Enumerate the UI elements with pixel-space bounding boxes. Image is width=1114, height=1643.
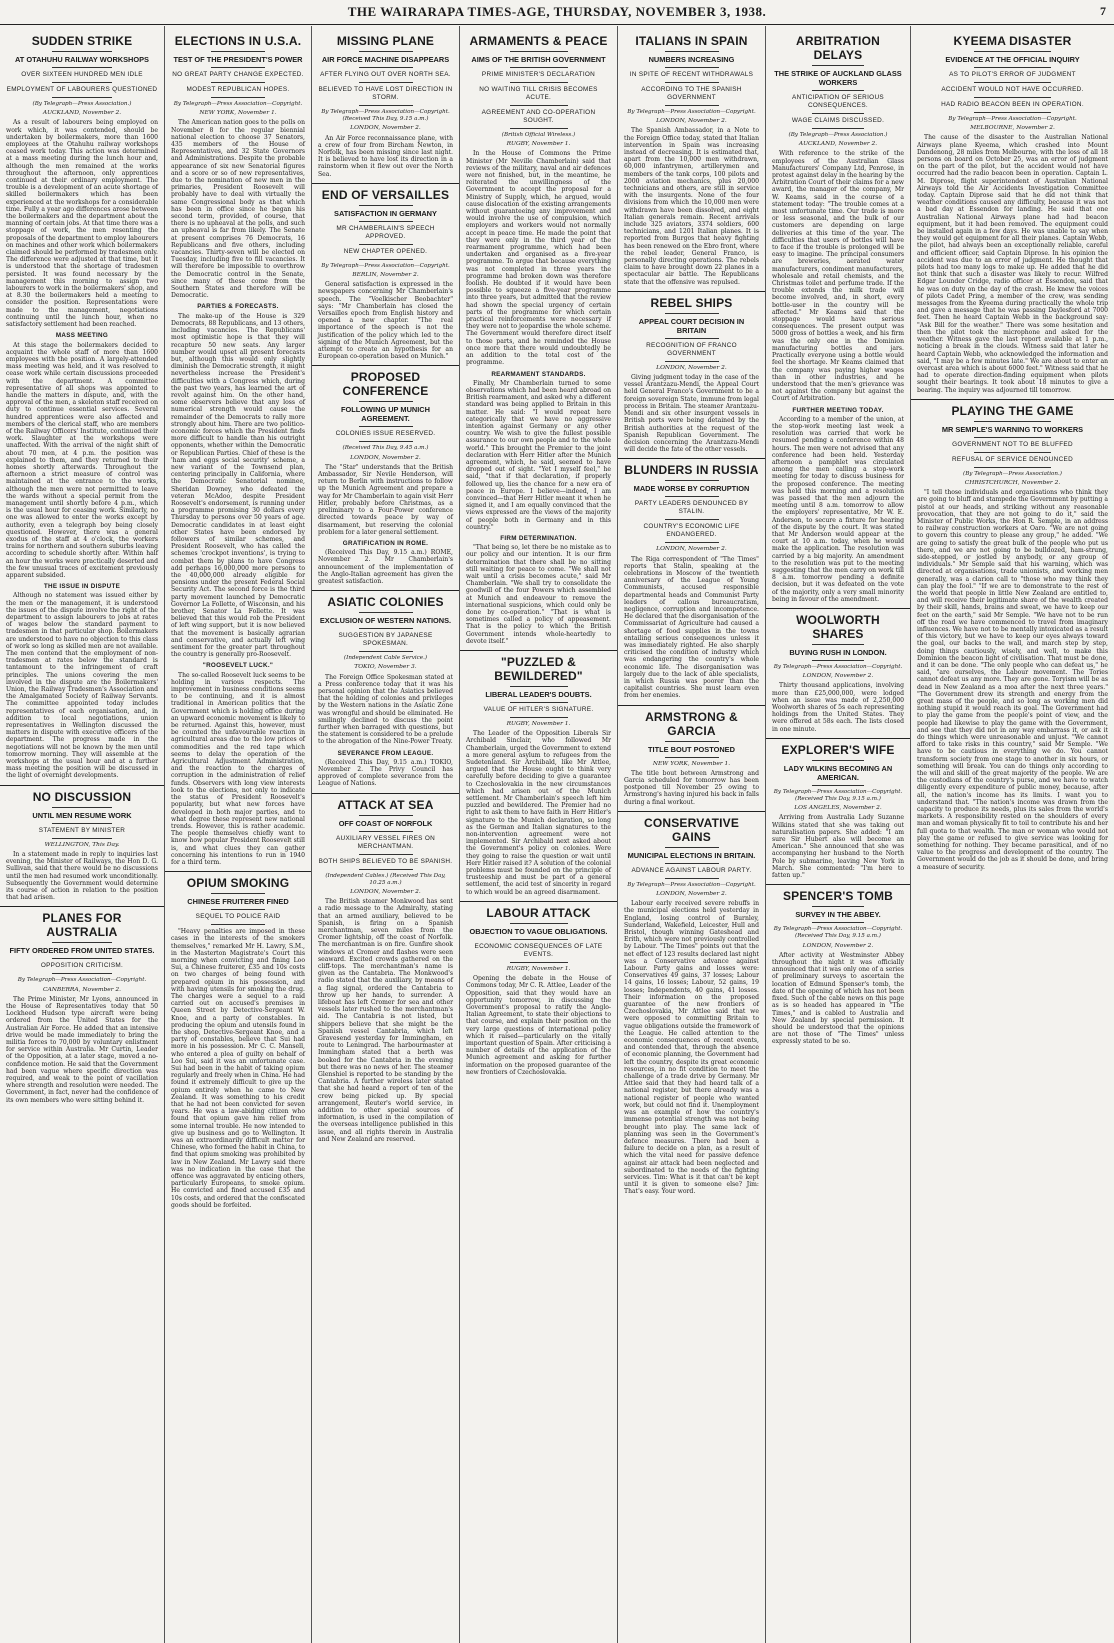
section-heading: FIRM DETERMINATION.	[500, 534, 577, 542]
deck-rule	[665, 361, 719, 362]
headline-rule	[510, 51, 568, 52]
section-body: "That being so, let there be no mistake as to our policy and our intention. It is our firm determination that there shall be no sitting still waiting for peace to come. "We shall not wait until a crisis becomes acute," said Mr Chamberlain. "We shall try to consolidate the goodwill of the four Powers which assembled at Munich and endeavour to remove the international suspicions, which could only be done by co-operation." "That is what is sometimes called a policy of appeasement. That is the policy to which the British Government intends whole-heartedly to devote itself."	[466, 544, 611, 645]
article-deck: NEW CHAPTER OPENED.	[343, 247, 428, 255]
headline-rule	[812, 644, 865, 645]
article-body: Giving judgment today in the case of the vessel Arantzazu-Mendi, the Appeal Court held General Franco's Government to be a foreign sovereign State, immune from legal process in Britain. The steamer Arantzazu-Mendi and six other insurgent vessels in British ports were being detained by the British authorities at the request of the Spanish Republican Government. The decision concerning the Arantzazu-Mendi will decide the fate of the other vessels.	[624, 374, 759, 454]
headline-rule	[211, 893, 265, 894]
headline-rule	[510, 923, 568, 924]
article-headline: BLUNDERS IN RUSSIA	[624, 463, 759, 478]
article-body: "I tell those individuals and organisations who think they are going to bluff and stampede the Government by putting a pistol at our heads, and striking without any reasonable provocation, that they are not going to do it," said the Minister of Public Works, the Hon R. Semple, in an address to railway construction workers at Oaro. "We are not going to govern this country to please any group," he added. "We are going to satisfy the great bulk of the people who put us there, and we are not going to be bulldozed, ham-strung, side-stepped, or jostled by anybody, or any group of individuals." Mr Semple said that his warning, which was directed at organisations, trade unionists, and working men generally, was a clarion call to "those who may think they can play the fool." "If we are to demonstrate to the rest of the world that people in little New Zealand are entitled to, and will receive their legitimate share of the wealth created by their skill, hands, brains and sweat, we have to keep our feet on the earth," said Mr Semple. "We have not to be run off the road we have commenced to travel from imaginary influences. We have not to be mentally intoxicated as a result of this victory, but we have to keep our eyes always toward the goal, our backs to the wall, and march step by step, doing things cautiously, wisely, and well, to make this Dominion the beacon light of civilisation. That must be done, and it can be done. "The only people who can defeat us," he said, "are ourselves, the Labour movement. The Tories cannot defeat us any more. They are gone. Toryism will be as dead in New Zealand as a moa after the next three years." "The Government drew its strength and energy from the great mass of the people, and so long as working men did nothing stupid it would reach its goal. The Government had to play the game from the people's point of view, and the people had likewise to play the game with the Government, and see that they did not in any way embarrass it, or ask it do things which were unreasonable and unjust. "We cannot afford to take risks in this country," said Mr Semple. "We have to be cautious in everything we do. You cannot transform society from one stage to another in six hours, or something will break. You can do things only according to the will and skill of the great majority of the people. We are the custodians of the country's purse, and we have to watch diligently every expenditure of public money, because, after all, the nation's income has its limits. I want you to understand that. "The nation's income was drawn from the capacity to produce its needs, plus its sales from the world's markets. A responsibility rested on the shoulders of every man and woman physically fit to toil to contribute his and her full quota to that wealth. The man or woman who would not play the game or refused to give service was looking for something for nothing. They became parasitical, and of no value to the progress and development of the country. The Government would do the job as it should be done, and bring a measure of security.	[917, 489, 1108, 871]
article-deck: BUYING RUSH IN LONDON.	[789, 648, 887, 657]
deck-rule	[52, 82, 113, 83]
deck-rule	[510, 105, 568, 106]
article-deck: OBJECTION TO VAGUE OBLIGATIONS.	[469, 926, 608, 936]
article-deck: ACCORDING TO THE SPANISH GOVERNMENT	[641, 86, 742, 101]
column-4	[460, 26, 618, 1643]
headline-rule	[52, 942, 113, 943]
headline-rule	[812, 906, 865, 907]
deck-rule	[510, 128, 568, 129]
headline-rule	[974, 421, 1050, 422]
article-headline: ITALIANS IN SPAIN	[635, 34, 748, 48]
deck-rule	[52, 973, 113, 974]
deck-rule	[974, 82, 1050, 83]
article-deck: AS TO PILOT'S ERROR OF JUDGMENT	[949, 71, 1076, 78]
article-byline: By Telegraph—Press Association—Copyright. (Received This Day, 9.15 a.m.)	[773, 926, 903, 940]
article-deck: REFUSAL OF SERVICE DENOUNCED	[952, 455, 1073, 463]
article-deck: NO GREAT PARTY CHANGE EXPECTED.	[172, 71, 304, 78]
article-headline: PROPOSED CONFERENCE	[342, 370, 429, 399]
masthead	[0, 0, 1114, 25]
deck-rule	[359, 105, 413, 106]
article-body: An Air Force reconnaissance plane, with a crew of four from Bircham Newton, in Norfolk, has been missing since last night. It is believed to have lost its direction in a rainstorm when it flew out over the North Sea.	[318, 134, 453, 178]
section-heading: PARTIES & FORECASTS.	[197, 303, 279, 311]
article-body: As a result of labourers being employed on work which, it was contended, should be undertaken by boilermakers, more than 1600 employees at the Otahuhu railway workshops ceased work today. This action was determined at a mass meeting during the lunch hour and, although the men remained at the works throughout the afternoon, only apprentices continued at their ordinary employment. The trouble is a development of an acute shortage of skilled boilermakers which has been experienced at the workshops for a considerable time. Fully a year ago differences arose between the boilermakers and the department about the manning of certain jobs. At that time there was a stoppage of work, the men resenting the proposals of the department to employ labourers on machines and other work which boilermakers claimed should be performed by tradesmen only. The difference were adjusted at that time, but it is understood that the shortage of tradesmen persisted. It was found necessary by the management this morning to assign two labourers to work in the boilermakers' shop, and at 8.30 the boilermakers held a meeting to consider the position. Representations were made to the management, negotiations continuing until the lunch hour, when no satisfactory settlement had been reached.	[6, 119, 158, 329]
column-3	[312, 26, 460, 1643]
article-divider	[618, 291, 765, 292]
article-headline: KYEEMA DISASTER	[953, 34, 1072, 48]
article-byline: By Telegraph—Press Association—Copyright.	[17, 977, 147, 984]
article-divider	[312, 365, 459, 366]
article-dateline: LONDON, November 2.	[350, 888, 421, 895]
section-body: Although no statement was issued either by the men or the management, it is understood the issues of the dispute involve the right of the department to assign labourers to jobs at rates of wages below the standard payment to tradesmen in that particular shop. Boilermakers are understood to have no objection to this class of work so long as skilled men are not available. The men contend that the employment of non-tradesmen at rates below the standard is tantamount to the infringement of craft principles. The unions covering the men involved in the dispute are the Boilermakers' Union, the Railway Tradesmen's Association and the Amalgamated Society of Railway Servants. The committee appointed today includes representatives of each organisation, and, in addition to local negotiations, union representatives in Wellington discussed the matters in dispute with executive officers of the department. The progress made in the negotiations will not be known by the men until tomorrow morning. They will assemble at the workshops at the usual hour and at a further mass meeting the position will be discussed in the light of overnight developments.	[6, 592, 158, 780]
deck-rule	[359, 67, 413, 68]
article-deck: LIBERAL LEADER'S DOUBTS.	[485, 690, 592, 700]
article-body: Labour early received severe rebuffs in the municipal elections held yesterday in England, losing control of Burnley, Sunderland, Wakefield, Leicester, Hull and Bristol, though winning Gateshead and Erith, which were not previously controlled by Labour. "The Times" points out that the net effect of 123 results declared last night was a Conservative advance against Labour. Party gains and losses were: Conservatives 49 gains, 37 losses; Labour 14 gains, 16 losses; Labour, 52 gains, 19 losses; Independents, 40 gains, 41 losses. Their information on the proposed guarantee of the new frontiers of Czechoslovakia, Mr Attlee said that we were opposed to committing Britain to vague obligations outside the framework of the League. He called attention to the economic consequences of recent events, and contended that, through the absence of economic planning, the Government had left the country, despite its great economic resources, in no fit condition to meet the challenge of a trade drive by Germany. Mr Attlee said that they had heard talk of a national register, but there already was a national register of people who wanted work, but could not find it. Unemployment was an example of how the country's immense potential strength was not being brought into play. The same lack of planning was seen in the Government's defence measures. There had been a failure to decide on a plan, as a result of which the vital need for passive defence against air attack had been neglected and subordinated to the needs of the fighting services. Tim: What is it that can't be kept until it is given to someone else? Jim: That's easy. Your word.	[624, 900, 759, 1196]
deck-rule	[665, 82, 719, 83]
deck-rule	[359, 869, 413, 870]
deck-rule	[510, 702, 568, 703]
article-divider	[766, 884, 910, 885]
headline-rule	[359, 51, 413, 52]
article-deck: STATEMENT BY MINISTER	[38, 826, 126, 834]
article-byline: (Received This Day, 9.45 a.m.)	[342, 445, 429, 452]
article-deck: COUNTRY'S ECONOMIC LIFE ENDANGERED.	[643, 523, 740, 539]
headline-rule	[510, 686, 568, 687]
article-byline: By Telegraph—Press Association—Copyright. (Received This Day, 9.15 a.m.)	[321, 109, 450, 123]
article-dateline: AUCKLAND, November 2.	[42, 110, 122, 117]
article-body: In the House of Commons the Prime Minister (Mr Neville Chamberlain) said that reviews of the military, naval and air defences were not finished, but, in the meantime, he reiterated the unwillingness of the Government to accept the proposal for a Ministry of Supply, which, he argued, would cause dislocation of the existing arrangements without guaranteeing any improvement and would involve the use of compulsion, which employers and workers would not normally accept in peace time. He made the point that they were only in the third year of the rearmament programme, which had been undertaken and organised as a five-year programme. To argue that because everything was not completed in three years the programme had broken down was therefore foolish. He doubted if it would have been possible to squeeze a five-year programme into three years, but admitted that the review had shown the special urgency of certain parts of the programme for which certain practical reinforcements were necessary if they were not to jeopardise the whole scheme. The Government would therefore direct itself to those parts, and he reminded the House once more that there would undoubtedly be an addition to the total cost of the programme.	[466, 150, 611, 367]
headline-rule	[665, 51, 719, 52]
deck-rule	[665, 863, 719, 864]
article-dateline: WELLINGTON, This Day.	[44, 841, 120, 848]
article-deck: MADE WORSE BY CORRUPTION	[633, 484, 750, 494]
deck-rule	[359, 854, 413, 855]
article-body: The American nation goes to the polls on November 8 for the regular biennial national election to choose 37 Senators, 435 members of the House of Representatives, and 32 State Governors and Administrations. Despite the probable appearance of six new Senatorial figures and a score or so of new representatives, due to the nomination of new men in the primaries, President Roosevelt will probably have to deal with virtually the same Congressional body as that which has been in office since he began his second term, provided, of course, that there is no upheaval at the polls, and such an upheaval is far from likely. The Senate at present comprises 76 Democrats, 16 Republicans and five others, including vacancies. Thirty-seven will be elected on Tuesday, including five to fill vacancies. It will therefore be impossible to overthrow the Democratic control in the Senate, since many of these come from the Southern States and therefore will be Democratic.	[171, 119, 305, 300]
deck-rule	[974, 97, 1050, 98]
article-deck: AIMS OF THE BRITISH GOVERNMENT	[471, 55, 606, 64]
article-dateline: NEW YORK, November 1.	[199, 110, 277, 117]
headline-rule	[359, 612, 413, 613]
headline-rule	[665, 741, 719, 742]
article-body: The British steamer Monkwood has sent a radio message to the Admiralty, stating that an armed auxiliary, believed to be Spanish, is firing on a Spanish merchantman, seven miles from the Cromer lightship, off the coast of Norfolk. The merchantman is on fire. Gunfire shook windows at Cromer and flashes were seen seaward. Excited crowds gathered on the cliff-tops. The merchantman's name is given as the Cantabria. The Monkwood's radio stated that the auxiliary, by means of a flag signal, ordered the Cantabria to throw up her hands, to surrender. A lifeboat has left Cromer for sea and other vessels later rushed to the merchantman's aid. The Cantabria is not listed, but shippers believe that she might be the Spanish vessel Cantabria, which left Gravesend yesterday for Immingham, en route to Leningrad. The harbourmaster at Immingham stated that a berth was booked for the Cantabria in the evening but there was no news of her. The steamer Glenshiel is reported to be standing by the Cantabria. A further wireless later stated that she had heard a report of ten of the crew being picked up. By special arrangement, Reuter's world service, in addition to other special sources of information, is used in the compilation of the overseas intelligence published in this issue, and all rights therein in Australia and New Zealand are reserved.	[318, 898, 453, 1143]
deck-rule	[52, 97, 113, 98]
article-body: In a statement made in reply to inquiries last evening, the Minister of Railways, the Hon D. G. Sullivan, said that there would be no discussions until the men had resumed work unconditionally. Subsequently the Government would determine its course of action in relation to the position that had arisen.	[6, 850, 158, 902]
article-headline: PLAYING THE GAME	[951, 403, 1074, 418]
article-deck: SEQUEL TO POLICE RAID	[195, 913, 281, 921]
article-deck: GOVERNMENT NOT TO BE BLUFFED	[952, 440, 1073, 448]
article-dateline: LONDON, November 2.	[656, 364, 727, 371]
article-dateline: LOS ANGELES, November 2.	[794, 805, 882, 812]
article-deck: UNTIL MEN RESUME WORK	[32, 810, 132, 820]
article-deck: PARTY LEADERS DENOUNCED BY STALIN.	[634, 500, 749, 516]
article-byline: By Telegraph—Press Association—Copyright.	[627, 109, 756, 115]
deck-rule	[359, 244, 413, 245]
article-byline: (Independent Cables.) (Received This Day, 10.25 a.m.)	[325, 872, 446, 886]
headline-rule	[359, 205, 413, 206]
article-body: "Heavy penalties are imposed in these cases in the interests of the smokers themselves," remarked Mr H. Lawry, S.M., in the Masterton Magistrate's Court this morning when convicting and fining Loo Sui, a Chinese fruiterer, £35 and 10s costs on two charges of being found with prepared opium in his possession, and with having utensils for smoking the drug. The charges were a sequel to a raid carried out on accused's premises in Queen Street by Detective-Sergeant W. Knoe, and a party of constables. In producing the opium and utensils found in the shop, Detective-Sergeant Knoe, and a party of constables, believe that Sui had more in his possession. Mr C. C. Mansell, who entered a plea of guilty on behalf of Loo Sui, said it was an unfortunate case. Sui had been in the habit of taking opium regularly and freely when in China. He had found it extremely difficult to give up the opium entirely when he came to New Zealand. It was something to his credit that he had not been convicted for seven years. He was a law-abiding citizen who found that opium gave him relief from some internal trouble. He now intended to give up business and go to Wellington. It was an extraordinarily difficult matter for Chinese, who formed the habit in China, to find that opium smoking was prohibited by law in New Zealand. Mr Lawry said there was no indication in the case that the offence was aggravated by enticing others, particularly Europeans, to smoke opium. He convicted and fined accused £35 and 10s costs, and ordered that the confiscated goods should be forfeited.	[171, 928, 305, 1209]
deck-rule	[211, 924, 265, 925]
deck-rule	[52, 67, 113, 68]
deck-rule	[510, 717, 568, 718]
article-body: The title bout between Armstrong and Garcia scheduled for tomorrow has been postponed till November 25 owing to Armstrong's having injured his back in falls during a final workout.	[624, 769, 759, 806]
section-heading: FURTHER MEETING TODAY.	[792, 406, 884, 414]
deck-rule	[359, 628, 413, 629]
section-body: The so-called Roosevelt luck seems to be holding in various respects. The improvement in business conditions seems to be continuing, and it is almost traditional in American politics that the Government which is holding office during an upward economic movement is likely to be returned. Against this, however, must be counted the unfavourable reaction in agricultural areas due to the low prices of commodities and the red tape which seems to delay the operation of the Agricultural Adjustment Administration, and the reaction to the charges of corruption in the administration of relief funds. Observers with long view interests look to the elections, not only to indicate the status of President Roosevelt's popularity, but what new forces have developed in both major parties, and to what degree these represent new national trends. However, this is rather academic. The people themselves chiefly want to know how popular President Roosevelt still is, and what clues they can gather concerning his intentions to run in 1940 for a third term.	[171, 671, 305, 866]
article-deck: IN SPITE OF RECENT WITHDRAWALS	[629, 71, 754, 78]
article-deck: THE STRIKE OF AUCKLAND GLASS WORKERS	[774, 69, 902, 87]
article-divider	[618, 811, 765, 812]
article-dateline: RUGBY, November 1.	[506, 721, 571, 728]
article-dateline: LONDON, November 2.	[656, 891, 727, 897]
article-deck: BOTH SHIPS BELIEVED TO BE SPANISH.	[318, 857, 453, 865]
deck-rule	[812, 660, 865, 661]
deck-rule	[974, 437, 1050, 438]
deck-rule	[359, 441, 413, 442]
article-dateline: NEW YORK, November 1.	[652, 760, 731, 767]
headline-rule	[359, 401, 413, 402]
article-byline: (British Official Wireless.)	[501, 132, 576, 138]
article-byline: By Telegraph—Press Association—Copyright.	[173, 101, 303, 107]
section-heading: THE ISSUE IN DISPUTE	[43, 583, 121, 591]
headline-rule	[974, 51, 1050, 52]
article-divider	[312, 183, 459, 184]
deck-rule	[359, 259, 413, 260]
article-byline: By Telegraph—Press Association—Copyright.	[773, 664, 903, 670]
page-number: 7	[1100, 4, 1106, 18]
article-deck: FOLLOWING UP MUNICH AGREEMENT.	[341, 405, 430, 424]
article-deck: NO WAITING TILL CRISIS BECOMES ACUTE.	[479, 86, 598, 101]
article-headline: CONSERVATIVE GAINS	[643, 815, 740, 844]
article-headline: ARMSTRONG & GARCIA	[645, 709, 738, 738]
headline-rule	[211, 51, 265, 52]
article-divider	[618, 705, 765, 706]
article-deck: WAGE CLAIMS DISCUSSED.	[791, 117, 885, 124]
headline-rule	[812, 65, 865, 66]
article-deck: MR CHAMBERLAIN'S SPEECH APPROVED.	[336, 224, 435, 240]
section-body: The make-up of the House is 329 Democrats, 88 Republicans, and 13 others, including vacancies. The Republicans' most optimistic hope is that they will recapture 50 new seats. Any larger number would upset all present forecasts but, although this would only slightly diminish the Democratic strength, it might nevertheless increase the President's difficulties with a Congress which, during the past two years, has learned the art of revolt against him. On the other hand, some observers believe that any loss of numerical strength would cause the remainder of the Democrats to rally more strongly about him. There are two politico-economic forces which the President finds more difficult to handle than his outright opponents, whether within the Democratic or Republican Parties. Chief of these is the 'ham and eggs social security' scheme, a new variant of the Townsend plan, centering principally in California, where the Democratic Senatorial nominee, Sheridan Downey, who defeated the veteran McAdoo, despite President Roosevelt's endorsement, is running under a programme promising 30 dollars every Thursday to persons over 50 years of age. Democratic candidates in at least eight other States have been endorsed by followers of similar schemes, and President Roosevelt, who has called the schemes 'crockpot inventions', is trying to combat them by plans to have Congress add perhaps 16,000,000 more persons to the 40,000,000 already eligible for pensions under the present Federal Social Security Act. The second force is the third party movement launched by Democratic Governor La Follette, of Wisconsin, and his brother, Senator La Follette. It was believed that this would rob the President of left wing support, but it is now believed that the movement is basically agrarian and conservative, and actually left wing sentiment for the greater part throughout the country is generally pro-Roosevelt.	[171, 312, 305, 659]
deck-rule	[359, 651, 413, 652]
article-deck: EVIDENCE AT THE OFFICIAL INQUIRY	[945, 55, 1080, 64]
article-dateline: RUGBY, November 1.	[506, 965, 571, 972]
article-body: Arriving from Australia Lady Suzanne Wilkins stated that she was taking out naturalisation papers. She added: "I am sure Sir Hubert also will become an American." She announced that she was accompanying her husband to the North Pole by submarine, leaving New York in March. She commented: "I'm here to fatten up."	[772, 814, 904, 880]
article-body: With reference to the strike of the employees of the Australian Glass Manufacturers' Company Ltd, Penrose, in protest against delay in the hearing by the Arbitration Court of their claims for a new award, the manager of the company, Mr W. Keams, said in the course of a statement today: "The trouble comes at a most unfortunate time. Our trade is more or less seasonal, and the bulk of our customers are depending on large deliveries at this time of the year. The difficulties that users of bottles will have to face if the trouble is prolonged will be easy to imagine. The principal consumers are breweries, aerated water manufacturers, condiment manufacturers, wholesale and retail chemists, and the Christmas toilet and perfume trade. If the trouble extends the milk trade will become involved, and, in short, every bottle-user in the country will be affected." Mr Keams said that the stoppage would have serious consequences. The present output was 5000 gross of bottles a week, and his firm was the only one in the Dominion manufacturing bottles and jars. Practically everyone using a bottle would feel the shortage. Mr Keams claimed that the company was paying higher wages than in other industries, and he understood that the men's grievance was not against the company but against the Court of Arbitration.	[772, 150, 904, 403]
article-deck: FIFTY ORDERED FROM UNITED STATES.	[9, 946, 155, 956]
article-divider	[460, 901, 617, 902]
section-heading: "ROOSEVELT LUCK."	[202, 662, 274, 670]
column-6	[766, 26, 911, 1643]
article-dateline: LONDON, November 2.	[656, 546, 727, 553]
article-deck: OFF COAST OF NORFOLK	[338, 818, 433, 828]
section-body: (Received This Day, 9.15 a.m.) ROME, November 2. Mr Chamberlain's announcement of the implementation of the Anglo-Italian agreement has given the greatest satisfaction.	[318, 549, 453, 585]
article-deck: HAD RADIO BEACON BEEN IN OPERATION.	[941, 101, 1084, 108]
article-body: The Leader of the Opposition Liberals Sir Archibald Sinclair, who followed Mr Chamberlain, urged the Government to extend a more general asylum to refugees from the Sudetenland. Sir Archibald, like Mr Attlee, argued that the House ought to think very carefully before deciding to give a guarantee to Czechoslovakia in the new circumstances which had arisen out of the Munich settlement. Mr Chamberlain's speech left him puzzled and bewildered. The Premier had no right to ask them to have faith in Herr Hitler's signature to the Munich declaration, so long as the German and Italian signatures to the non-intervention agreement were not implemented. Sir Archibald next asked about the Government's policy on colonies. Were they going to raise the question or wait until Herr Hitler raised it? A solution of the colonial problems must be founded on the principle of trusteeship and must be part of a general settlement, the acid test of sincerity in regard to which would be an agreed disarmament.	[466, 730, 611, 896]
article-byline: (By Telegraph—Press Association.)	[963, 470, 1062, 477]
article-divider	[766, 738, 910, 739]
article-deck: MR SEMPLE'S WARNING TO WORKERS	[941, 424, 1084, 434]
article-headline: "PUZZLED & BEWILDERED"	[494, 655, 583, 684]
deck-rule	[510, 67, 568, 68]
article-dateline: LONDON, November 2.	[350, 454, 421, 461]
article-deck: SURVEY IN THE ABBEY.	[795, 910, 881, 920]
article-byline: (By Telegraph—Press Association.)	[32, 101, 132, 107]
deck-rule	[974, 452, 1050, 453]
article-byline: By Telegraph—Press Association—Copyright.	[627, 881, 756, 888]
article-dateline: RUGBY, November 1.	[506, 141, 571, 148]
article-headline: ASIATIC COLONIES	[327, 595, 444, 610]
article-divider	[0, 906, 164, 907]
article-divider	[766, 608, 910, 609]
article-headline: WOOLWORTH SHARES	[796, 613, 880, 641]
deck-rule	[52, 823, 113, 824]
article-byline: (Independent Cable Service.)	[343, 655, 428, 662]
deck-rule	[510, 962, 568, 963]
article-divider	[911, 399, 1114, 400]
article-deck: TEST OF THE PRESIDENT'S POWER	[173, 55, 303, 64]
article-deck: OVER SIXTEEN HUNDRED MEN IDLE	[21, 71, 143, 78]
section-heading: GRATIFICATION IN ROME.	[342, 539, 429, 547]
article-deck: ACCIDENT WOULD NOT HAVE OCCURRED.	[941, 86, 1084, 93]
deck-rule	[665, 519, 719, 520]
article-dateline: LONDON, November 2.	[350, 125, 421, 132]
article-deck: VALUE OF HITLER'S SIGNATURE.	[483, 706, 594, 714]
article-deck: AIR FORCE MACHINE DISAPPEARS	[321, 55, 450, 64]
article-deck: LADY WILKINS BECOMING AN AMERICAN.	[783, 763, 893, 782]
article-divider	[0, 785, 164, 786]
headline-rule	[52, 807, 113, 808]
deck-rule	[974, 467, 1050, 468]
article-deck: CHINESE FRUITERER FINED	[187, 897, 289, 907]
article-dateline: MELBOURNE, November 2.	[970, 125, 1055, 132]
newspaper-columns	[0, 26, 1114, 1643]
article-headline: REBEL SHIPS	[650, 295, 733, 310]
article-deck: ANTICIPATION OF SERIOUS CONSEQUENCES.	[792, 94, 884, 109]
article-divider	[312, 590, 459, 591]
section-body: Finally, Mr Chamberlain turned to some observations which had been heard abroad on British rearmament, and asked why a different standard was being applied to Britain in this matter. He said: "I would repeat here categorically that we have no aggressive intention against Germany or any other country. We wish to give the fullest possible assurance to our own people and to the whole world." This brought the Premier to the joint declaration with Herr Hitler after the Munich agreement, which, he said, seemed to have dropped out of sight. "Yet I myself feel," he said, "that if that declaration, if properly followed up, lies the chance for a new era of peace in Europe. I believe—indeed, I am convinced—that Herr Hitler meant it when he signed it, and I am equally convinced that the views expressed are the views of the majority of people both in Germany and in this country."	[466, 379, 611, 531]
article-body: Opening the debate in the House of Commons today, Mr C. R. Attlee, Leader of the Opposition, said that they would have an opportunity tomorrow, in discussing the Government's proposal to ratify the Anglo-Italian Agreement, to state their objections to that course, and explain their position on the very large questions of international policy which it raised—particularly on the vitally important question of Spain. After criticising a number of details of the application of the Munich agreement and asking for further information on the proposed guarantee of the new frontiers of Czechoslovakia.	[466, 975, 611, 1076]
deck-rule	[359, 831, 413, 832]
article-deck: MUNICIPAL ELECTIONS IN BRITAIN.	[627, 850, 756, 860]
article-deck: TITLE BOUT POSTONED	[648, 744, 735, 754]
deck-rule	[359, 426, 413, 427]
column-1	[0, 26, 165, 1643]
headline-rule	[665, 480, 719, 481]
deck-rule	[665, 878, 719, 879]
column-5	[618, 26, 766, 1643]
deck-rule	[812, 90, 865, 91]
article-headline: OPIUM SMOKING	[186, 876, 290, 891]
article-divider	[165, 871, 311, 872]
headline-rule	[359, 815, 413, 816]
section-body: According to a member of the union, at the stop-work meeting last week a resolution was carried that work be resumed pending a conference within 48 hours. The men were not advised that any conference had been held. Yesterday afternoon a pamphlet was circulated among the men calling a stop-work meeting for today to discuss business for the proposed conference. The meeting was held this morning and a resolution was passed that the men adjourn the meeting until 8 a.m. tomorrow to allow the employers' representative, Mr W. E. Anderson, to secure a fixture for hearing of the dispute by the court. It was stated that Mr Anderson would appear at the court at 10 a.m. today, when he would make the application. The resolution was carried by a big majority. An amendment to the resolution was put to the meeting suggesting that the men carry on work till 8 a.m. tomorrow pending a definite decision, but it was defeated on the vote of the majority, only a very small minority being in favour of the amendment.	[772, 415, 904, 603]
headline-rule	[665, 313, 719, 314]
deck-rule	[211, 82, 265, 83]
deck-rule	[974, 112, 1050, 113]
deck-rule	[211, 67, 265, 68]
article-dateline: LONDON, November 2.	[802, 942, 874, 949]
deck-rule	[510, 939, 568, 940]
masthead-title: THE WAIRARAPA TIMES-AGE, THURSDAY, NOVEMBER 3, 1938.	[347, 4, 767, 19]
article-headline: EXPLORER'S WIFE	[781, 742, 895, 757]
deck-rule	[211, 909, 265, 910]
article-dateline: BERLIN, November 2.	[352, 272, 419, 279]
article-headline: SPENCER'S TOMB	[782, 889, 894, 904]
article-byline: By Telegraph—Press Association—Copyright.	[948, 116, 1077, 122]
article-deck: SUGGESTION BY JAPANESE SPOKESMAN.	[338, 632, 433, 648]
deck-rule	[52, 838, 113, 839]
deck-rule	[359, 82, 413, 83]
article-dateline: CANBERRA, November 2.	[42, 986, 122, 993]
article-headline: ATTACK AT SEA	[337, 797, 434, 812]
deck-rule	[665, 542, 719, 543]
article-deck: AT OTAHUHU RAILWAY WORKSHOPS	[15, 55, 149, 64]
article-dateline: CHRISTCHURCH, November 2.	[964, 479, 1061, 486]
article-headline: NO DISCUSSION	[32, 789, 132, 804]
article-divider	[312, 793, 459, 794]
section-heading: MASS MEETING	[55, 332, 109, 340]
article-byline: By Telegraph—Press Association—Copyright. (Received This Day, 9.15 a.m.)	[773, 788, 903, 803]
deck-rule	[812, 128, 865, 129]
deck-rule	[359, 221, 413, 222]
article-headline: ARMAMENTS & PEACE	[469, 34, 608, 48]
article-byline: (By Telegraph—Press Association.)	[788, 132, 888, 138]
article-deck: OPPOSITION CRITICISM.	[40, 962, 124, 970]
article-deck: AUXILIARY VESSEL FIRES ON MERCHANTMAN.	[335, 834, 435, 850]
article-dateline: AUCKLAND, November 2.	[798, 141, 878, 148]
headline-rule	[665, 847, 719, 848]
article-body: General satisfaction is expressed in the newspapers concerning Mr Chamberlain's speech. The "Voelkischer Beobachter" says: "Mr Chamberlain has closed the Versailles epoch from English history and opened a new chapter. "The real importance of the speech is not the justification of the policy which led to the signing of the Munich Agreement, but the attempt to create an hypothesis for an European co-operation based on Munich."	[318, 281, 453, 361]
article-byline: By Telegraph—Press Association—Copyright.	[321, 262, 450, 269]
article-headline: LABOUR ATTACK	[486, 905, 591, 920]
article-deck: BELIEVED TO HAVE LOST DIRECTION IN STORM.	[318, 86, 453, 101]
deck-rule	[665, 105, 719, 106]
deck-rule	[812, 922, 865, 923]
article-deck: AFTER FLYING OUT OVER NORTH SEA.	[320, 71, 451, 78]
article-headline: PLANES FOR AUSTRALIA	[42, 911, 122, 940]
column-7	[911, 26, 1114, 1643]
article-divider	[618, 458, 765, 459]
article-deck: EXCLUSION OF WESTERN NATIONS.	[319, 616, 452, 626]
section-heading: SEVERANCE FROM LEAGUE.	[337, 749, 434, 757]
article-deck: ADVANCE AGAINST LABOUR PARTY.	[631, 866, 752, 874]
article-body: The Riga correspondent of "The Times" reports that Stalin, speaking at the celebrations in Moscow of the twentieth anniversary of the League of Young Communists, accused responsible departmental heads and Communist Party leaders of callous bureaucratism, negligence, corruption and incompetence. He declared that the disorganisation of the Commissariat of Agriculture had caused a shortage of food supplies in the towns entailing serious consequences unless it was immediately righted. He also sharply criticised the condition of industry which was endangering the country's whole economic life. The disorganisation was largely due to the lack of able specialists, in which Russia was poorer than the capitalist countries. She must learn even from her enemies.	[624, 555, 759, 700]
article-deck: EMPLOYMENT OF LABOURERS QUESTIONED	[6, 86, 158, 93]
deck-rule	[974, 67, 1050, 68]
section-body: At this stage the boilermakers decided to acquaint the whole staff of more than 1600 employees with the position. A largely-attended mass meeting was held, and it was resolved to cease work while certain discussions proceeded with the department. A committee representative of all shops was appointed to handle the matters in dispute, and, with the approval of the men, a skeleton staff received on duty to continue essential services. Several hundred apprentices were also affected and members of the clerical staff, who are members of the Railway Officers' Institute, continued their work. Slaughter at the workshops were unaffected. With the arrival of the night shift of about 70 men, at 4 p.m. the position was explained to them, and they returned to their homes shortly afterwards. Throughout the afternoon a strict measure of control was maintained at the entrance to the works, although the men were not permitted to leave the wards without a special permit from the management until shortly before 4 p.m., which is the usual hour for ceasing work. Similarly, no one was allowed to enter the works except by authority, even a telegraph boy being closely questioned. However, there was a general exodus of the staff at 4 o'clock, the workers trains for northern and southern suburbs leaving according to schedule shortly after. Within half an hour the works were practically deserted and the few unusual traces of excitement previously apparent subsided.	[6, 341, 158, 579]
article-headline: SUDDEN STRIKE	[31, 34, 133, 48]
article-dateline: TOKIO, November 3.	[354, 664, 417, 671]
article-body: The Prime Minister, Mr Lyons, announced in the House of Representatives today that 50 Lockheed Hudson type aircraft were being ordered from the United States for the Australian Air Force. He added that an intensive drive would be made immediately to bring the militia forces to 70,000 by voluntary enlistment for service within Australia. Mr Curtin, Leader of the Opposition, at a later stage, moved a no-confidence motion. He said that the Government had been vague where specific direction was required, and weak to the point of vacillation where strength and resolution were needed. The Government, in fact, never had the confidence of its own members who were sitting behind it.	[6, 995, 158, 1104]
section-heading: REARMAMENT STANDARDS.	[491, 370, 586, 378]
deck-rule	[665, 496, 719, 497]
article-deck: APPEAL COURT DECISION IN BRITAIN	[638, 316, 745, 335]
article-headline: ELECTIONS IN U.S.A.	[174, 34, 302, 48]
article-deck: MODEST REPUBLICAN HOPES.	[186, 86, 290, 93]
article-dateline: LONDON, November 2.	[802, 673, 874, 680]
article-deck: ECONOMIC CONSEQUENCES OF LATE EVENTS.	[474, 942, 603, 958]
article-headline: END OF VERSAILLES	[321, 187, 450, 202]
article-deck: COLONIES ISSUE RESERVED.	[335, 430, 436, 438]
article-dateline: LONDON, November 2.	[656, 118, 727, 125]
article-body: After activity at Westminster Abbey throughout the night it was officially announced that it was only one of a series of preliminary surveys to ascertain the location of Edmund Spenser's tomb, the date of the opening of which has not been fixed. Such of the cable news on this page as is so headed has appeared in "The Times," and is cabled to Australia and New Zealand by special permission. It should be understood that the opinions are not those of "The Times" unless expressly stated to be so.	[772, 951, 904, 1046]
deck-rule	[211, 97, 265, 98]
article-deck: SATISFACTION IN GERMANY	[334, 208, 437, 218]
article-body: The cause of the disaster to the Australian National Airways plane Kyeema, which crashed into Mount Dandenong, 28 miles from Melbourne, with the loss of all 18 persons on board on October 25, was an error of judgment on the part of the pilot, but the accident would not have occurred had the radio beacon been in operation. Captain L. M. Diprose, flight superintendent of Australian National Airways told the Air Accidents Investigation Committee today. Captain Diprose said that he did not think that weather conditions caused any difficulty, because it was not a bad day at Essendon for landing. He said that one Australian National Airways plane had had beacon equipment, but it had been removed. The equipment could be installed again in a few days. He was unable to say when they would get equipment for all their planes. Captain Webb, the pilot, had always been an exceptionally reliable, careful and efficient officer, said Captain Diprose. In his opinion the accident was due to an error of judgment. He thought that pilots had too many logs to make up. He added that he did not think that such a disaster was likely to recur. Wilfred Edgar Lounder Cridge, radio officer at Essendon, said that he was on duty on the day of the crash. He knew the voices of pilots Cadet Pring, a member of the crew, was sending messages from the Kyeema during practically the whole trip and gave a message that he was passing Daylesford at 7000 feet. Then he heard Captain Webb in the background say: "Ask Bill for the weather." There was some hesitation and then the pilot took the microphone and asked for the weather. Witness gave the last report available at 1 p.m., noticing a break in the clouds. Witness said that later he heard Captain Webb, who acknowledged the information and said, "I may be a few minutes late." We are about to enter an overcast area which is about 6000 feet." Witness said that he had to operate direction-finding equipment when pilots sought their bearings. It took about 18 minutes to give a bearing. The inquiry was adjourned till tomorrow.	[917, 134, 1108, 394]
article-deck: RECOGNITION OF FRANCO GOVERNMENT	[646, 341, 737, 357]
article-headline: ARBITRATION DELAYS	[796, 34, 880, 62]
article-body: Thirty thousand applications, involving more than £25,000,000, were lodged when an issue was made of 2,250,000 Woolworth shares of 5s each representing holdings from the United States. They were offered at 58s each. The lists closed in one minute.	[772, 682, 904, 733]
headline-rule	[52, 51, 113, 52]
article-deck: PRIME MINISTER'S DECLARATION	[481, 71, 596, 78]
article-body: The Foreign Office Spokesman stated at a Press conference today that it was his personal opinion that the Asiatics believed that the holding of colonies and privileges by the Western nations in the Asiatic Zone was wrongful and should be eliminated. He smilingly declined to discuss the point further when barraged with questions, but the statement is considered to be a prelude to the abrogation of the Nine-Power Treaty.	[318, 673, 453, 746]
article-body: The Spanish Ambassador, in a Note to the Foreign Office today, stated that Italian intervention in Spain was increasing instead of decreasing. It is estimated that, apart from the 10,000 men withdrawn, 60,000 infantrymen, artillerymen and members of the tank corps, 100 pilots and 2000 aviation mechanics, plus 20,000 technicians and others, are still in service with the insurgents. None of the four divisions from which the 10,000 men were withdrawn have been dissolved, and eight Italian generals remain. Recent arrivals include 325 aviators, 3374 soldiers, 600 technicians, and 1201 Italian planes. It is reported from Burgos that heavy fighting has been renewed on the Ebro front, where the rebel leader, General Franco, is personally directing operations. The rebels claim to have brought down 22 planes in a spectacular air battle. The Republicans state that the offensive was repulsed.	[624, 127, 759, 286]
article-deck: AGREEMENT AND CO-OPERATION SOUGHT.	[481, 109, 596, 124]
article-divider	[460, 650, 617, 651]
deck-rule	[665, 67, 719, 68]
headline-rule	[812, 760, 865, 761]
deck-rule	[510, 82, 568, 83]
column-2	[165, 26, 312, 1643]
article-deck: NUMBERS INCREASING	[648, 55, 735, 64]
article-body: The "Star" understands that the British Ambassador, Sir Nevile Henderson, will return to Berlin with instructions to follow up the Munich Agreement and prepare a way for Mr Chamberlain to again visit Herr Hitler, probably before Christmas, as a preliminary to a Four-Power conference directed towards peace by way of disarmament, but reserving the colonial problem for a later general settlement.	[318, 463, 453, 536]
deck-rule	[52, 958, 113, 959]
deck-rule	[812, 113, 865, 114]
deck-rule	[665, 338, 719, 339]
section-body: (Received This Day, 9.15 a.m.) TOKIO, November 2. The Privy Council has approved of complete severance from the League of Nations.	[318, 758, 453, 788]
deck-rule	[665, 757, 719, 758]
deck-rule	[812, 785, 865, 786]
article-headline: MISSING PLANE	[336, 34, 435, 48]
